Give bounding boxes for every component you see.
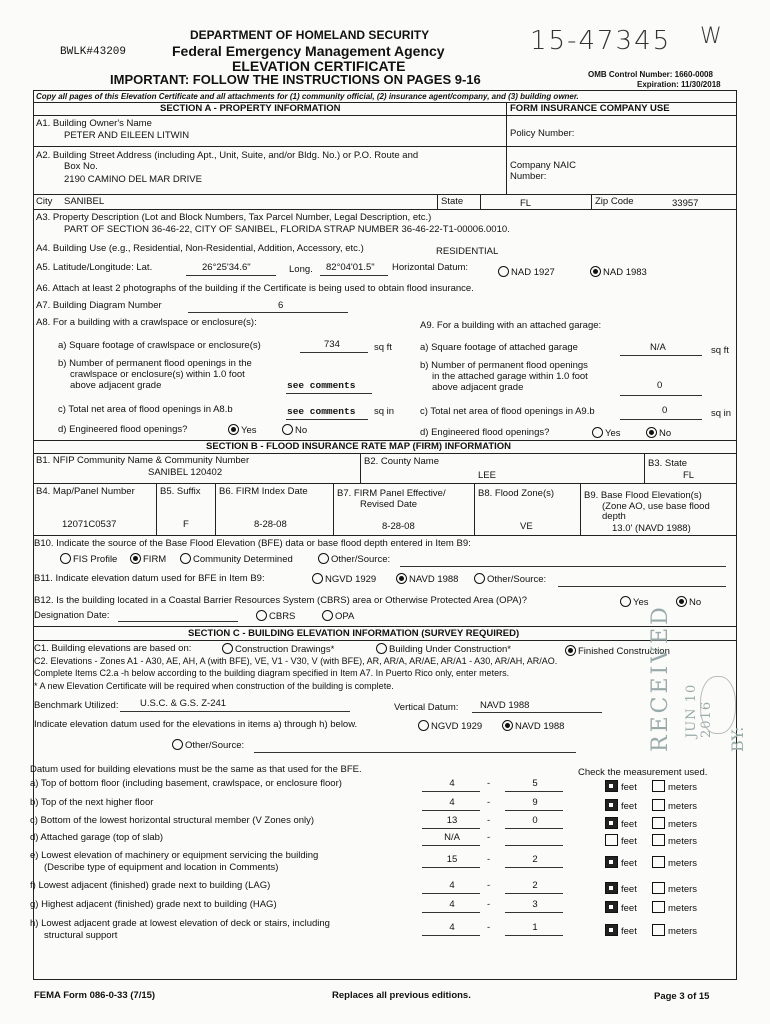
meters-checkbox[interactable] xyxy=(652,856,665,868)
elevation-dash: - xyxy=(487,899,491,910)
benchmark-label: Benchmark Utilized: xyxy=(34,700,119,711)
elevation-row-label: a) Top of bottom floor (including basement, crawlspace, or enclosure floor) xyxy=(30,778,342,789)
elevation-dash: - xyxy=(487,778,491,789)
a8a-label: a) Square footage of crawlspace or enclosure(s) xyxy=(58,340,261,351)
b11-navd-option[interactable]: NAVD 1988 xyxy=(396,573,458,585)
received-stamp: RECEIVED xyxy=(648,604,673,752)
a9d-no-option[interactable]: No xyxy=(646,427,671,439)
elevation-row-label: f) Lowest adjacent (finished) grade next to building (LAG) xyxy=(30,880,271,891)
a8d-label: d) Engineered flood openings? xyxy=(58,424,188,435)
elevation-tenths-value: 2 xyxy=(532,880,538,891)
b10-fis-radio[interactable] xyxy=(60,553,71,564)
a9d-yes-radio[interactable] xyxy=(592,427,603,438)
b10-other-option[interactable]: Other/Source: xyxy=(318,553,390,565)
latitude-value: 26°25'34.6" xyxy=(202,262,251,273)
a9d-yes-option[interactable]: Yes xyxy=(592,427,621,439)
section-c-title: SECTION C - BUILDING ELEVATION INFORMATION (SURVEY REQUIRED) xyxy=(188,628,520,639)
city-label: City xyxy=(36,196,53,207)
meters-checkbox[interactable] xyxy=(652,817,665,829)
b10-firm-radio[interactable] xyxy=(130,553,141,564)
a9b-value: 0 xyxy=(657,380,663,391)
elevation-dash: - xyxy=(487,797,491,808)
bwlk-number: BWLK#43209 xyxy=(60,46,127,58)
b4-label: B4. Map/Panel Number xyxy=(36,486,135,497)
elevation-feet-value: N/A xyxy=(444,832,460,843)
a8d-yes-option[interactable]: Yes xyxy=(228,424,257,436)
a4-label: A4. Building Use (e.g., Residential, Non-Residential, Addition, Accessory, etc.) xyxy=(36,243,364,254)
a1-owner-name: PETER AND EILEEN LITWIN xyxy=(64,130,190,141)
meters-checkbox[interactable] xyxy=(652,924,665,936)
form-number: FEMA Form 086-0-33 (7/15) xyxy=(34,990,156,1001)
a8d-no-option[interactable]: No xyxy=(282,424,307,436)
check-measurement-label: Check the measurement used. xyxy=(578,767,708,778)
elevation-row-label: g) Highest adjacent (finished) grade next to building (HAG) xyxy=(30,899,277,910)
b3-label: B3. State xyxy=(648,458,688,469)
b7-effective-date: 8-28-08 xyxy=(382,521,415,532)
b9-label-2: (Zone AO, use base flood xyxy=(602,501,710,512)
a2-street-address: 2190 CAMINO DEL MAR DRIVE xyxy=(64,174,202,185)
meters-checkbox-option[interactable]: meters xyxy=(652,856,697,869)
horizontal-datum-label: Horizontal Datum: xyxy=(392,262,469,273)
nad1927-radio[interactable] xyxy=(498,266,509,277)
copy-note: Copy all pages of this Elevation Certificate and all attachments for (1) community official, (2) insurance agent/company, and (3) building owner. xyxy=(36,92,579,101)
a9c-unit: sq in xyxy=(711,408,732,419)
feet-checkbox-option[interactable]: feet xyxy=(605,780,637,793)
a8b-label-1: b) Number of permanent flood openings in the xyxy=(58,358,252,369)
a8c-label: c) Total net area of flood openings in A8.b xyxy=(58,404,233,415)
c1-label: C1. Building elevations are based on: xyxy=(34,643,192,654)
feet-checkbox-option[interactable]: feet xyxy=(605,882,637,895)
naic-label: Company NAIC xyxy=(510,160,576,171)
c2-label-2: Complete Items C2.a -h below according to the building diagram specified in Item A7. In Puerto Rico only, enter meters. xyxy=(34,668,510,678)
b1-label: B1. NFIP Community Name & Community Number xyxy=(36,455,250,466)
elevation-tenths-value: 2 xyxy=(532,854,538,865)
elevation-dash: - xyxy=(487,880,491,891)
b11-ngvd-radio[interactable] xyxy=(312,573,323,584)
a8b-value: see comments xyxy=(287,380,356,391)
feet-checkbox-option[interactable]: feet xyxy=(605,799,637,812)
meters-checkbox[interactable] xyxy=(652,882,665,894)
b2-label: B2. County Name xyxy=(364,456,439,467)
elevation-row-label: h) Lowest adjacent grade at lowest elevation of deck or stairs, including xyxy=(30,918,330,929)
elevation-tenths-value: 9 xyxy=(532,797,538,808)
feet-checkbox[interactable] xyxy=(605,780,618,792)
elevation-row-label: b) Top of the next higher floor xyxy=(30,797,154,808)
c1-drawings-option[interactable]: Construction Drawings* xyxy=(222,643,334,655)
a2-label: A2. Building Street Address (including Apt., Unit, Suite, and/or Bldg. No.) or P.O. Route and xyxy=(36,150,419,161)
opa-option[interactable]: OPA xyxy=(322,610,354,622)
meters-checkbox-option[interactable]: meters xyxy=(652,817,697,830)
a4-building-use: RESIDENTIAL xyxy=(436,246,499,257)
c-ngvd-option[interactable]: NGVD 1929 xyxy=(418,720,482,732)
zip-value: 33957 xyxy=(672,198,699,209)
expiration-date: Expiration: 11/30/2018 xyxy=(637,80,721,89)
a8d-no-radio[interactable] xyxy=(282,424,293,435)
received-stamp-by: BY: xyxy=(728,726,747,752)
a5-label: A5. Latitude/Longitude: Lat. xyxy=(36,262,153,273)
a1-label: A1. Building Owner's Name xyxy=(36,118,152,129)
a3-label: A3. Property Description (Lot and Block Numbers, Tax Parcel Number, Legal Description, etc.) xyxy=(36,212,432,223)
a9a-unit: sq ft xyxy=(711,345,729,356)
section-a-title: SECTION A - PROPERTY INFORMATION xyxy=(160,103,341,114)
omb-number: OMB Control Number: 1660-0008 xyxy=(588,70,713,79)
elevation-tenths-value: 3 xyxy=(532,899,538,910)
b11-label: B11. Indicate elevation datum used for BFE in Item B9: xyxy=(34,573,265,584)
section-b-title: SECTION B - FLOOD INSURANCE RATE MAP (FIRM) INFORMATION xyxy=(206,441,512,452)
indicate-datum-label: Indicate elevation datum used for the elevations in items a) through h) below. xyxy=(34,719,358,730)
a9b-label-1: b) Number of permanent flood openings xyxy=(420,360,588,371)
c1-finished-option[interactable]: Finished Construction xyxy=(565,645,670,657)
b12-no-option[interactable]: No xyxy=(676,596,701,608)
a8b-label-3: above adjacent grade xyxy=(70,380,162,391)
elevation-dash: - xyxy=(487,815,491,826)
elevation-feet-value: 15 xyxy=(446,854,458,865)
replaces-note: Replaces all previous editions. xyxy=(332,990,471,1001)
meters-checkbox-option[interactable]: meters xyxy=(652,834,697,847)
initials-mark xyxy=(700,676,736,734)
elevation-feet-value: 4 xyxy=(449,778,455,789)
b12-yes-option[interactable]: Yes xyxy=(620,596,649,608)
elevation-row-label-2: (Describe type of equipment and location in Comments) xyxy=(44,862,279,873)
c-navd-option[interactable]: NAVD 1988 xyxy=(502,720,564,732)
b11-other-radio[interactable] xyxy=(474,573,485,584)
feet-checkbox-option[interactable]: feet xyxy=(605,856,637,869)
b6-label: B6. FIRM Index Date xyxy=(219,486,308,497)
a9a-label: a) Square footage of attached garage xyxy=(420,342,578,353)
meters-checkbox-option[interactable]: meters xyxy=(652,901,697,914)
b12-yes-radio[interactable] xyxy=(620,596,631,607)
b12-label: B12. Is the building located in a Coastal Barrier Resources System (CBRS) area or Otherwise Protected Area (OPA)? xyxy=(34,595,527,606)
zip-label: Zip Code xyxy=(595,196,634,207)
meters-checkbox-option[interactable]: meters xyxy=(652,780,697,793)
a9b-label-2: in the attached garage within 1.0 foot xyxy=(432,371,588,382)
cbrs-radio[interactable] xyxy=(256,610,267,621)
c2-note: * A new Elevation Certificate will be required when construction of the building is complete. xyxy=(34,681,394,691)
nad1983-option[interactable]: NAD 1983 xyxy=(590,266,647,278)
b8-flood-zone: VE xyxy=(520,521,533,532)
c-navd-radio[interactable] xyxy=(502,720,513,731)
elevation-row-label: e) Lowest elevation of machinery or equipment servicing the building xyxy=(30,850,319,861)
state-label: State xyxy=(441,196,464,207)
feet-checkbox[interactable] xyxy=(605,901,618,913)
a9-label: A9. For a building with an attached garage: xyxy=(420,320,602,331)
meters-checkbox[interactable] xyxy=(652,799,665,811)
datum-note: Datum used for building elevations must be the same as that used for the BFE. xyxy=(30,764,362,775)
agency-heading: Federal Emergency Management Agency xyxy=(172,43,445,59)
b12-no-radio[interactable] xyxy=(676,596,687,607)
received-stamp-date: JUN 10 2016 xyxy=(684,683,714,738)
a8d-yes-radio[interactable] xyxy=(228,424,239,435)
feet-checkbox[interactable] xyxy=(605,817,618,829)
feet-checkbox-option[interactable]: feet xyxy=(605,924,637,937)
a9d-label: d) Engineered flood openings? xyxy=(420,427,550,438)
b11-ngvd-option[interactable]: NGVD 1929 xyxy=(312,573,376,585)
b10-community-radio[interactable] xyxy=(180,553,191,564)
important-note: IMPORTANT: FOLLOW THE INSTRUCTIONS ON PAGES 9-16 xyxy=(110,72,481,87)
c1-drawings-radio[interactable] xyxy=(222,643,233,654)
a9d-no-radio[interactable] xyxy=(646,427,657,438)
a7-label: A7. Building Diagram Number xyxy=(36,300,162,311)
elevation-row-label: d) Attached garage (top of slab) xyxy=(30,832,164,843)
c1-under-construction-option[interactable]: Building Under Construction* xyxy=(376,643,511,655)
b11-navd-radio[interactable] xyxy=(396,573,407,584)
feet-checkbox-option[interactable]: feet xyxy=(605,817,637,830)
meters-checkbox-option[interactable]: meters xyxy=(652,924,697,937)
meters-checkbox-option[interactable]: meters xyxy=(652,882,697,895)
b7-label-2: Revised Date xyxy=(360,499,418,510)
feet-checkbox-option[interactable]: feet xyxy=(605,834,637,847)
longitude-value: 82°04'01.5" xyxy=(326,262,375,273)
elevation-tenths-value: 0 xyxy=(532,815,538,826)
b11-other-option[interactable]: Other/Source: xyxy=(474,573,546,585)
designation-date-label: Designation Date: xyxy=(34,610,110,621)
handwritten-mark: W xyxy=(700,24,724,49)
c-other-option[interactable]: Other/Source: xyxy=(172,739,244,751)
benchmark-value: U.S.C. & G.S. Z-241 xyxy=(140,698,227,709)
c1-under-construction-radio[interactable] xyxy=(376,643,387,654)
c-other-radio[interactable] xyxy=(172,739,183,750)
b10-label: B10. Indicate the source of the Base Flood Elevation (BFE) data or base flood depth entered in Item B9: xyxy=(34,538,471,549)
longitude-label: Long. xyxy=(289,264,313,275)
a8c-value: see comments xyxy=(287,406,356,417)
department-heading: DEPARTMENT OF HOMELAND SECURITY xyxy=(190,28,430,42)
feet-checkbox[interactable] xyxy=(605,856,618,868)
insurance-use-title: FORM INSURANCE COMPANY USE xyxy=(510,103,670,114)
b10-community-option[interactable]: Community Determined xyxy=(180,553,293,565)
elevation-dash: - xyxy=(487,832,491,843)
elevation-row-label-2: structural support xyxy=(44,930,118,941)
meters-checkbox-option[interactable]: meters xyxy=(652,799,697,812)
meters-checkbox[interactable] xyxy=(652,780,665,792)
b8-label: B8. Flood Zone(s) xyxy=(478,488,555,499)
state-value: FL xyxy=(520,198,532,209)
a8a-unit: sq ft xyxy=(374,342,392,353)
elevation-row-label: c) Bottom of the lowest horizontal structural member (V Zones only) xyxy=(30,815,315,826)
a8c-unit: sq in xyxy=(374,406,395,417)
meters-checkbox[interactable] xyxy=(652,901,665,913)
b9-label-3: depth xyxy=(602,511,626,522)
policy-number-label: Policy Number: xyxy=(510,128,575,139)
certificate-title: ELEVATION CERTIFICATE xyxy=(232,58,406,74)
b4-map-panel: 12071C0537 xyxy=(62,519,117,530)
elevation-feet-value: 4 xyxy=(449,922,455,933)
vertical-datum-value: NAVD 1988 xyxy=(480,700,530,711)
b10-fis-option[interactable]: FIS Profile xyxy=(60,553,117,565)
nad1983-radio[interactable] xyxy=(590,266,601,277)
c1-finished-radio[interactable] xyxy=(565,645,576,656)
meters-checkbox[interactable] xyxy=(652,834,665,846)
b5-suffix: F xyxy=(183,519,189,530)
page-number: Page 3 of 15 xyxy=(654,991,710,1002)
b9-base-flood-elevation: 13.0' (NAVD 1988) xyxy=(612,523,691,534)
b10-other-radio[interactable] xyxy=(318,553,329,564)
b6-firm-index-date: 8-28-08 xyxy=(254,519,287,530)
a8b-label-2: crawlspace or enclosure(s) within 1.0 foot xyxy=(70,369,245,380)
naic-label-2: Number: xyxy=(510,171,547,182)
elevation-tenths-value: 5 xyxy=(532,778,538,789)
a9a-value: N/A xyxy=(650,342,666,353)
b3-state: FL xyxy=(683,470,695,481)
a9b-label-3: above adjacent grade xyxy=(432,382,524,393)
b1-community: SANIBEL 120402 xyxy=(148,467,223,478)
elevation-dash: - xyxy=(487,854,491,865)
feet-checkbox[interactable] xyxy=(605,834,618,846)
elevation-tenths-value: 1 xyxy=(532,922,538,933)
a3-property-description: PART OF SECTION 36-46-22, CITY OF SANIBEL, FLORIDA STRAP NUMBER 36-46-22-T1-00006.0010. xyxy=(64,224,510,235)
feet-checkbox-option[interactable]: feet xyxy=(605,901,637,914)
a6-label: A6. Attach at least 2 photographs of the building if the Certificate is being used to obtain flood insurance. xyxy=(36,283,474,294)
elevation-feet-value: 4 xyxy=(449,899,455,910)
elevation-feet-value: 4 xyxy=(449,797,455,808)
vertical-datum-label: Vertical Datum: xyxy=(394,702,459,713)
handwritten-number: 15-47345 xyxy=(530,26,672,56)
nad1927-option[interactable]: NAD 1927 xyxy=(498,266,555,278)
feet-checkbox[interactable] xyxy=(605,799,618,811)
a2-label-2: Box No. xyxy=(64,161,98,172)
a8-label: A8. For a building with a crawlspace or enclosure(s): xyxy=(36,317,257,328)
a7-diagram-number: 6 xyxy=(278,300,284,311)
cbrs-option[interactable]: CBRS xyxy=(256,610,295,622)
a8a-value: 734 xyxy=(324,339,340,350)
b10-firm-option[interactable]: FIRM xyxy=(130,553,166,565)
elevation-dash: - xyxy=(487,922,491,933)
c-ngvd-radio[interactable] xyxy=(418,720,429,731)
opa-radio[interactable] xyxy=(322,610,333,621)
elevation-feet-value: 13 xyxy=(446,815,458,826)
feet-checkbox[interactable] xyxy=(605,924,618,936)
city-value: SANIBEL xyxy=(64,196,105,207)
a9c-value: 0 xyxy=(662,405,668,416)
feet-checkbox[interactable] xyxy=(605,882,618,894)
b5-label: B5. Suffix xyxy=(160,486,201,497)
elevation-feet-value: 4 xyxy=(449,880,455,891)
b2-county: LEE xyxy=(478,470,496,481)
b7-label-1: B7. FIRM Panel Effective/ xyxy=(337,488,446,499)
c2-label: C2. Elevations - Zones A1 - A30, AE, AH, A (with BFE), VE, V1 - V30, V (with BFE), AR, AR/A, AR/AE, AR/A1 - A30, AR/AH, AR/AO. xyxy=(34,656,558,666)
a9c-label: c) Total net area of flood openings in A9.b xyxy=(420,406,595,417)
b9-label-1: B9. Base Flood Elevation(s) xyxy=(584,490,702,501)
